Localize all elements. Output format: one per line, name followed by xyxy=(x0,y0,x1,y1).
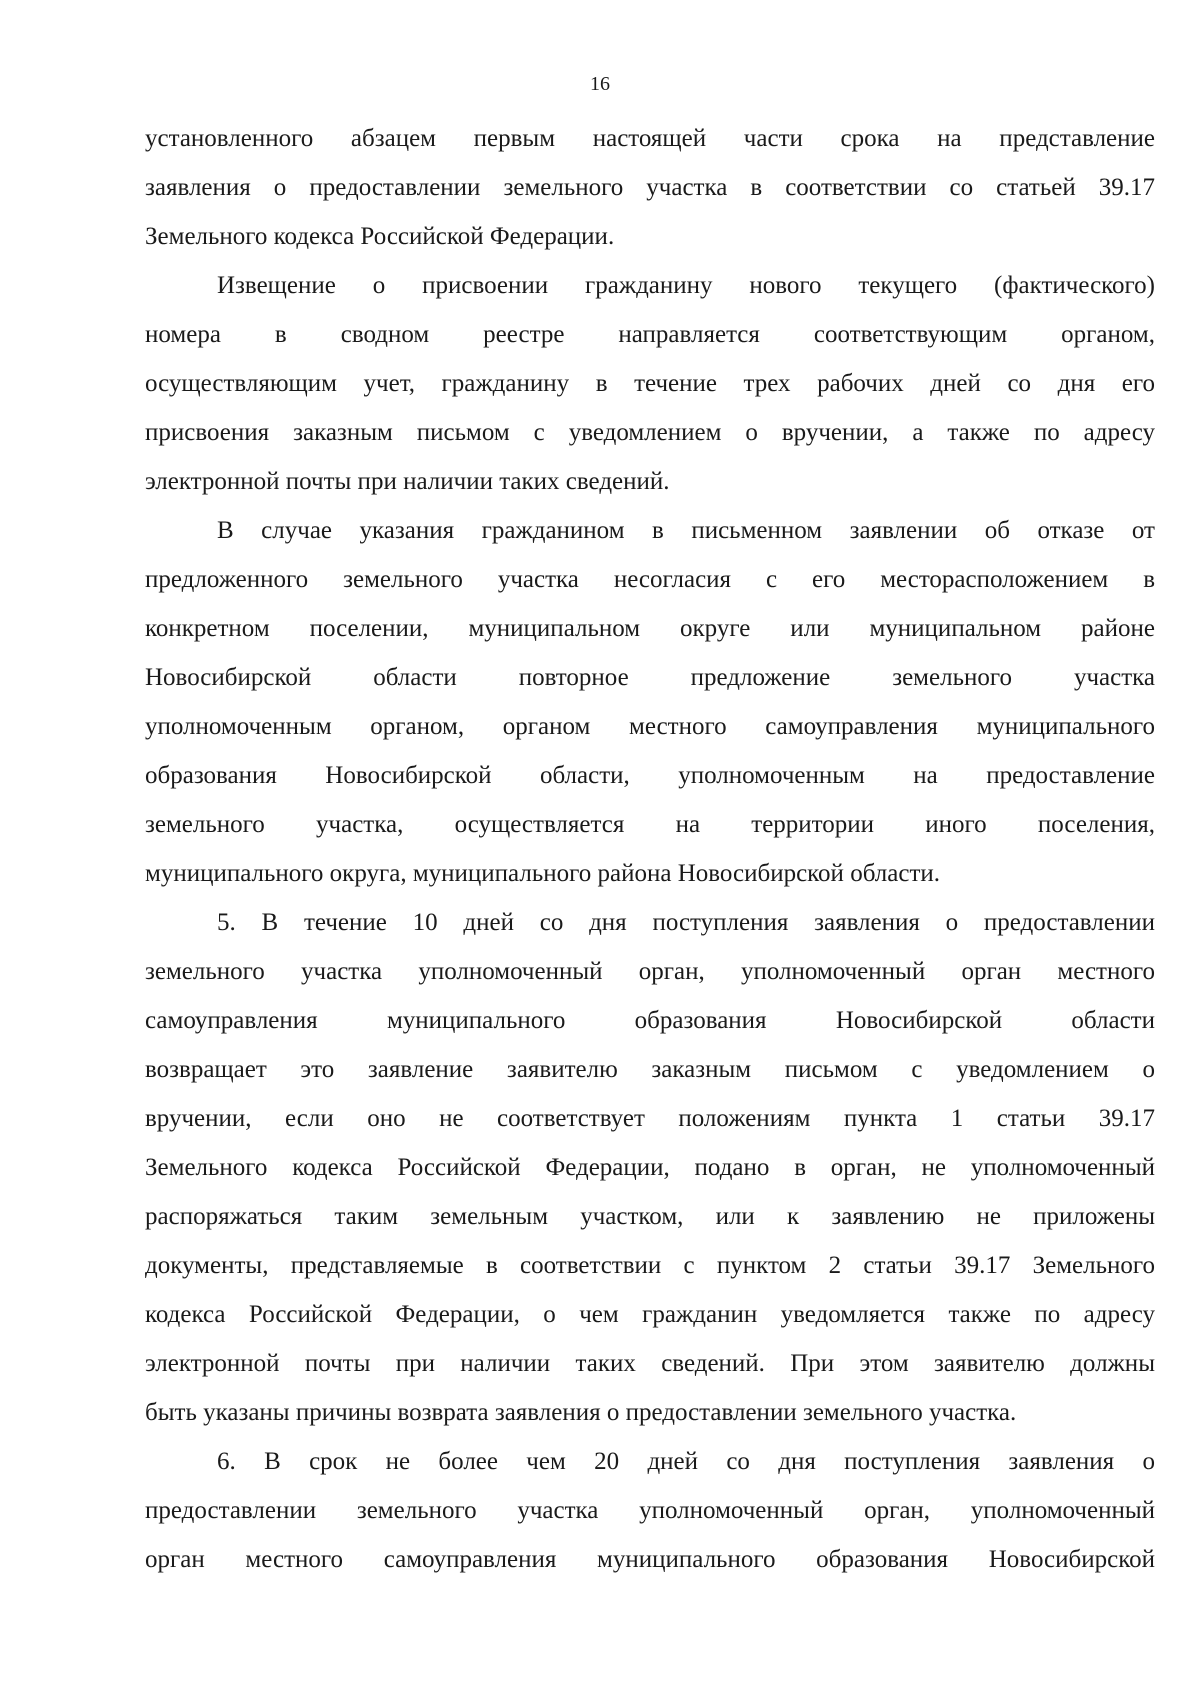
document-body xyxy=(145,114,1155,1584)
text-line: кодекса Российской Федерации, о чем гражданин уведомляется также по адресу xyxy=(145,1301,1155,1328)
text-line: образования Новосибирской области, уполномоченным на предоставление xyxy=(145,762,1155,789)
text-line: распоряжаться таким земельным участком, или к заявлению не приложены xyxy=(145,1203,1155,1230)
text-line: заявления о предоставлении земельного участка в соответствии со статьей 39.17 xyxy=(145,174,1155,201)
text-line: В случае указания гражданином в письменном заявлении об отказе от xyxy=(217,517,1155,544)
text-line: земельного участка уполномоченный орган, уполномоченный орган местного xyxy=(145,958,1155,985)
text-line: вручении, если оно не соответствует положениям пункта 1 статьи 39.17 xyxy=(145,1105,1155,1132)
text-line: электронной почты при наличии таких сведений. При этом заявителю должны xyxy=(145,1350,1155,1377)
text-line: быть указаны причины возврата заявления о предоставлении земельного участка. xyxy=(145,1399,1017,1426)
text-line: электронной почты при наличии таких сведений. xyxy=(145,468,670,495)
paragraph-p2 xyxy=(145,261,1155,506)
text-line: Новосибирской области повторное предложение земельного участка xyxy=(145,664,1155,691)
text-line: уполномоченным органом, органом местного самоуправления муниципального xyxy=(145,713,1155,740)
text-line: 6. В срок не более чем 20 дней со дня поступления заявления о xyxy=(217,1448,1155,1475)
text-line: Земельного кодекса Российской Федерации. xyxy=(145,223,615,250)
text-line: номера в сводном реестре направляется соответствующим органом, xyxy=(145,321,1155,348)
text-line: конкретном поселении, муниципальном округе или муниципальном районе xyxy=(145,615,1155,642)
text-line: Земельного кодекса Российской Федерации, подано в орган, не уполномоченный xyxy=(145,1154,1155,1181)
text-line: орган местного самоуправления муниципального образования Новосибирской xyxy=(145,1546,1155,1573)
text-line: возвращает это заявление заявителю заказным письмом с уведомлением о xyxy=(145,1056,1155,1083)
text-line: документы, представляемые в соответствии с пунктом 2 статьи 39.17 Земельного xyxy=(145,1252,1155,1279)
text-line: осуществляющим учет, гражданину в течение трех рабочих дней со дня его xyxy=(145,370,1155,397)
text-line: самоуправления муниципального образования Новосибирской области xyxy=(145,1007,1155,1034)
text-line: установленного абзацем первым настоящей части срока на представление xyxy=(145,125,1155,152)
paragraph-p5 xyxy=(145,1437,1155,1584)
text-line: предложенного земельного участка несогласия с его месторасположением в xyxy=(145,566,1155,593)
text-line: предоставлении земельного участка уполномоченный орган, уполномоченный xyxy=(145,1497,1155,1524)
text-line: муниципального округа, муниципального района Новосибирской области. xyxy=(145,860,941,887)
paragraph-p3 xyxy=(145,506,1155,898)
text-line: земельного участка, осуществляется на территории иного поселения, xyxy=(145,811,1155,838)
text-line: Извещение о присвоении гражданину нового текущего (фактического) xyxy=(217,272,1155,299)
page-number: 16 xyxy=(590,73,610,95)
text-line: присвоения заказным письмом с уведомлением о вручении, а также по адресу xyxy=(145,419,1155,446)
paragraph-p4 xyxy=(145,898,1155,1437)
text-line: 5. В течение 10 дней со дня поступления заявления о предоставлении xyxy=(217,909,1155,936)
paragraph-p1 xyxy=(145,114,1155,261)
